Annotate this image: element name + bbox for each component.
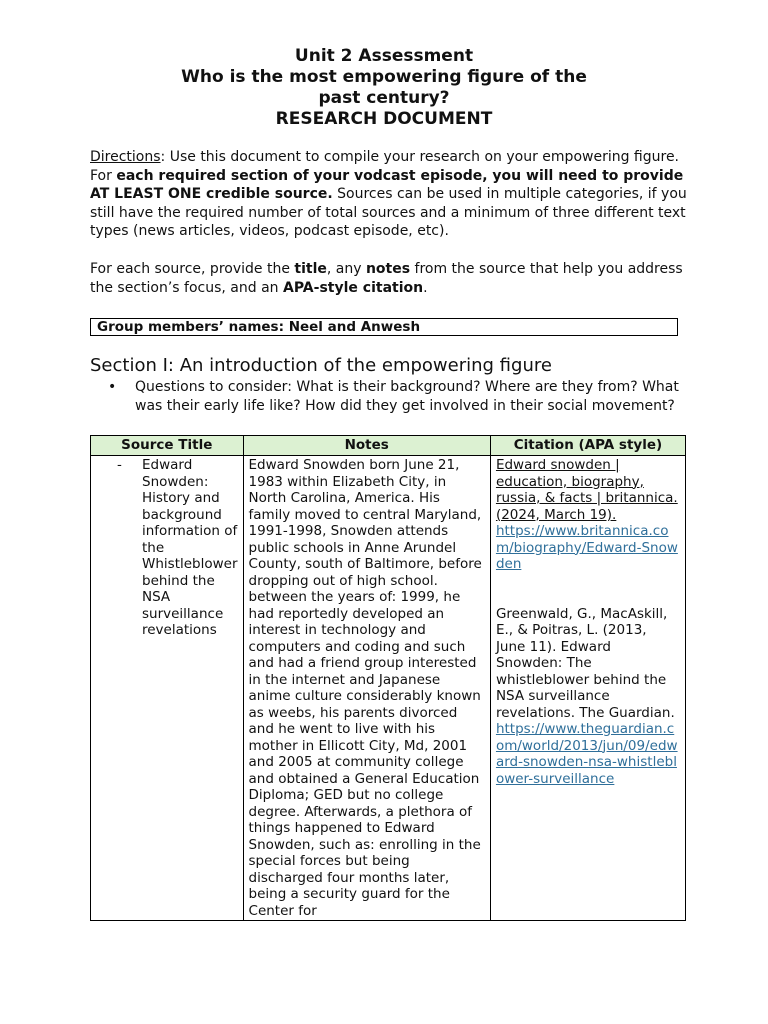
title-line-3: past century?: [318, 88, 450, 108]
group-members-box: Group members’ names: Neel and Anwesh: [90, 318, 678, 336]
source-table: [90, 435, 686, 921]
dash-marker: -: [117, 457, 122, 473]
directions-label: Directions: [90, 149, 161, 165]
citation-spacer: [496, 573, 680, 606]
citation-2-link[interactable]: https://www.theguardian.com/world/2013/jun/09/edward-snowden-nsa-whistleblower-surveillance: [495, 721, 678, 787]
notes-cell: [243, 456, 490, 921]
directions-text-1: : Use this document to compile your research on your empowering figure. For: [90, 149, 680, 184]
directions-bold: each required section of your vodcast episode, you will need to provide AT LEAST ONE credible source.: [90, 167, 684, 203]
instr-t3: from the source that help you address the section’s focus, and an: [90, 261, 683, 296]
section-question: Questions to consider: What is their background? Where are they from? What was their early life like? How did they get involved in their social movement?: [135, 379, 679, 414]
directions-text-2: Sources can be used in multiple categories, if you still have the required number of total sources and a minimum of three different text types (news articles, videos, podcast episode, etc).: [90, 186, 687, 240]
citation-cell: [490, 456, 685, 921]
directions-paragraph: [90, 148, 690, 241]
title-line-4: RESEARCH DOCUMENT: [275, 109, 493, 129]
title-line-1: Unit 2 Assessment: [294, 46, 474, 66]
source-title-cell: [91, 456, 244, 921]
source-title: Edward Snowden: History and background information of the Whistleblower behind the NSA surveillance revelations: [142, 457, 238, 638]
citation-1-link[interactable]: https://www.britannica.com/biography/Edward-Snowden: [495, 523, 678, 572]
instr-t1: For each source, provide the: [90, 261, 295, 277]
bullet-icon: •: [108, 379, 117, 395]
instr-t4: .: [423, 279, 428, 296]
section-heading: Section I: An introduction of the empowering figure: [90, 355, 552, 376]
header-citation: Citation (APA style): [490, 436, 685, 456]
instructions-paragraph: [90, 260, 690, 297]
table-row: [91, 456, 686, 921]
document-title: [0, 46, 768, 130]
header-notes: Notes: [243, 436, 490, 456]
notes-text: Edward Snowden born June 21, 1983 within Elizabeth City, in North Carolina, America. His family moved to central Maryland, 1991-1998, Snowden attends public schools in Anne Arundel County, south of Baltimore, before dropping out of high school. between the years of: 1999, he had reportedly developed an interest in technology and computers and coding and such and had a friend group interested in the internet and Japanese anime culture considerably known as weebs, his parents divorced and he went to live with his mother in Ellicott City, Md, 2001 and 2005 at community college and obtained a General Education Diploma; GED but no college degree. Afterwards, a plethora of things happened to Edward Snowden, such as: enrolling in the special forces but being discharged four months later, being a security guard for the Center for: [248, 457, 482, 919]
instr-b3: APA-style citation: [283, 279, 424, 296]
citation-2-text: Greenwald, G., MacAskill, E., & Poitras, L. (2013, June 11). Edward Snowden: The whistleblower behind the NSA surveillance revelations. The Guardian.: [495, 605, 675, 721]
title-line-2: Who is the most empowering figure of the: [181, 67, 587, 87]
citation-1-text: Edward snowden | education, biography, russia, & facts | britannica. (2024, March 19).: [495, 457, 678, 523]
table-header-row: [91, 436, 686, 456]
instr-t2: , any: [326, 261, 366, 277]
instr-b2: notes: [365, 261, 411, 277]
instr-b1: title: [294, 261, 327, 277]
header-source-title: Source Title: [91, 436, 244, 456]
